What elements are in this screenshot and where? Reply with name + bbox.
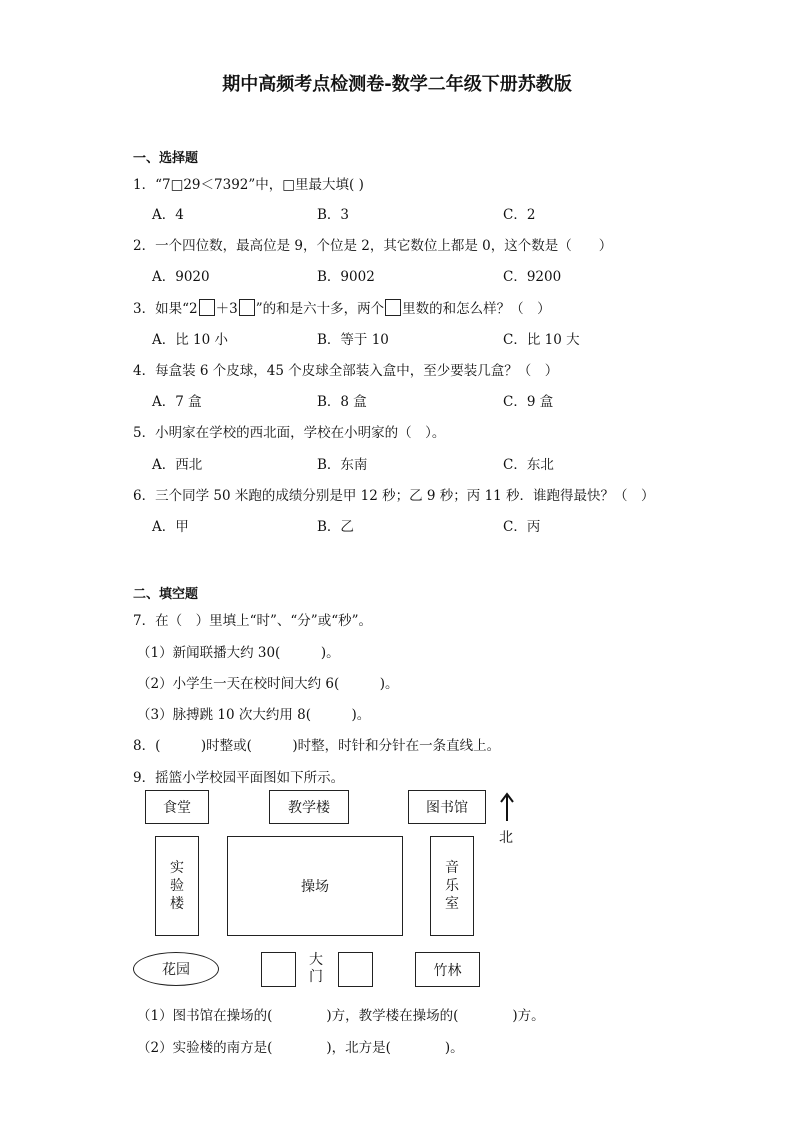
question-9: 9．摇篮小学校园平面图如下所示。 xyxy=(133,770,345,786)
lab-char-2: 验 xyxy=(170,878,184,894)
map-bamboo-grove: 竹林 xyxy=(415,952,480,987)
question-8: 8．( )时整或( )时整，时针和分针在一条直线上。 xyxy=(133,738,501,754)
q3-option-a: A．比 10 小 xyxy=(152,332,229,348)
q6-option-c: C．丙 xyxy=(503,519,541,535)
q4-option-c: C．9 盒 xyxy=(503,394,554,410)
q1-option-c: C．2 xyxy=(503,207,536,223)
lab-char-1: 实 xyxy=(170,860,184,876)
question-1: 1．“7□29＜7392”中，□里最大填( ) xyxy=(133,177,364,193)
map-library: 图书馆 xyxy=(408,790,486,824)
music-char-2: 乐 xyxy=(445,878,459,894)
section-heading-fill: 二、填空题 xyxy=(133,587,199,602)
north-label: 北 xyxy=(499,830,513,846)
blank-square xyxy=(199,299,215,316)
north-arrow-icon xyxy=(498,792,516,822)
question-5: 5．小明家在学校的西北面，学校在小明家的（ ）。 xyxy=(133,425,446,441)
q6-option-b: B．乙 xyxy=(317,519,354,535)
gate-char-2: 门 xyxy=(309,969,323,985)
q7-item-2: （2）小学生一天在校时间大约 6( )。 xyxy=(137,676,399,692)
q3-stem-part3: ”的和是六十多，两个 xyxy=(255,301,385,317)
q7-item-1: （1）新闻联播大约 30( )。 xyxy=(137,645,340,661)
q3-stem-part2: ＋3 xyxy=(215,301,238,317)
map-garden: 花园 xyxy=(133,952,219,986)
q6-option-a: A．甲 xyxy=(152,519,189,535)
question-2: 2．一个四位数，最高位是 9，个位是 2，其它数位上都是 0，这个数是（ ） xyxy=(133,238,613,254)
map-canteen: 食堂 xyxy=(145,790,209,824)
q3-stem-part1: 3．如果“2 xyxy=(133,301,198,317)
map-gate xyxy=(309,952,325,986)
q2-option-b: B．9002 xyxy=(317,269,375,285)
music-char-3: 室 xyxy=(445,896,459,912)
question-3 xyxy=(133,297,551,317)
gate-pillar-left xyxy=(261,952,296,987)
blank-square xyxy=(385,299,401,316)
q3-stem-part4: 里数的和怎么样？（ ） xyxy=(402,301,551,317)
q5-option-c: C．东北 xyxy=(503,457,554,473)
map-teaching-building: 教学楼 xyxy=(269,790,349,824)
question-6: 6．三个同学 50 米跑的成绩分别是甲 12 秒；乙 9 秒；丙 11 秒．谁跑得最快？（ ） xyxy=(133,488,655,504)
blank-square xyxy=(239,299,255,316)
q1-option-b: B．3 xyxy=(317,207,350,223)
music-char-1: 音 xyxy=(445,860,459,876)
q3-option-c: C．比 10 大 xyxy=(503,332,580,348)
q5-option-a: A．西北 xyxy=(152,457,203,473)
map-music-room xyxy=(430,836,474,936)
q2-option-a: A．9020 xyxy=(152,269,210,285)
page-title: 期中高频考点检测卷-数学二年级下册苏教版 xyxy=(222,74,572,95)
q7-item-3: （3）脉搏跳 10 次大约用 8( )。 xyxy=(137,707,371,723)
q2-option-c: C．9200 xyxy=(503,269,562,285)
q4-option-a: A．7 盒 xyxy=(152,394,202,410)
section-heading-choice: 一、选择题 xyxy=(133,151,199,166)
map-lab-building xyxy=(155,836,199,936)
q9-item-2: （2）实验楼的南方是( )，北方是( )。 xyxy=(137,1040,464,1056)
map-playground: 操场 xyxy=(227,836,403,936)
lab-char-3: 楼 xyxy=(170,896,184,912)
gate-pillar-right xyxy=(338,952,373,987)
q1-option-a: A．4 xyxy=(152,207,184,223)
gate-char-1: 大 xyxy=(309,952,323,968)
q4-option-b: B．8 盒 xyxy=(317,394,367,410)
q5-option-b: B．东南 xyxy=(317,457,368,473)
question-7: 7．在（ ）里填上“时”、“分”或“秒”。 xyxy=(133,613,372,629)
q3-option-b: B．等于 10 xyxy=(317,332,389,348)
q9-item-1: （1）图书馆在操场的( )方，教学楼在操场的( )方。 xyxy=(137,1008,545,1024)
question-4: 4．每盒装 6 个皮球，45 个皮球全部装入盒中，至少要装几盒？（ ） xyxy=(133,363,559,379)
